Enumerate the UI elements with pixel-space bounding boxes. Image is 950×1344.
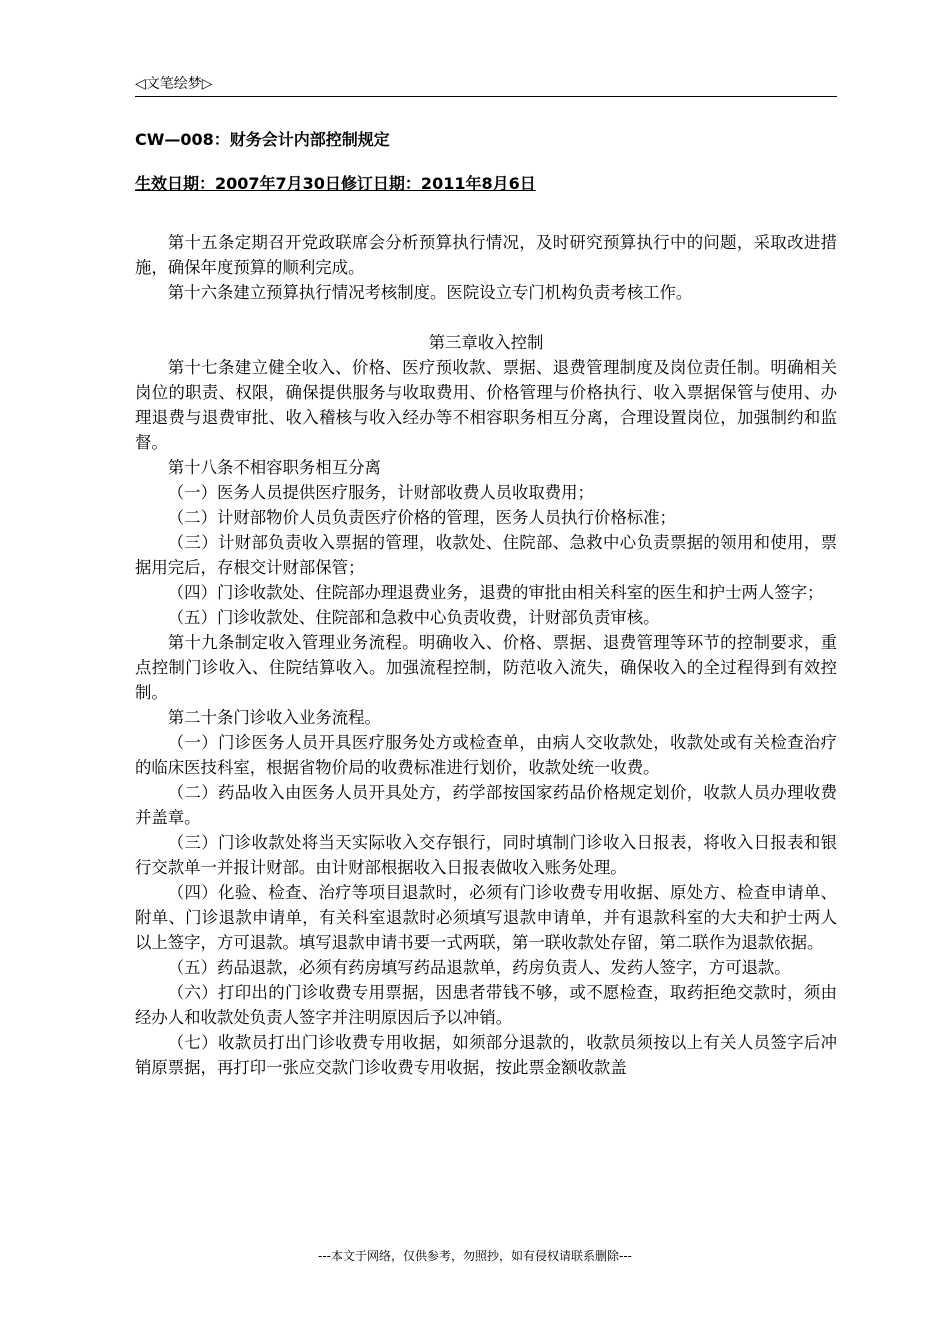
paragraph: （四）化验、检查、治疗等项目退款时，必须有门诊收费专用收据、原处方、检查申请单、附单、门诊退款申请单，有关科室退款时必须填写退款申请单，并有退款科室的大夫和护士两人以上签字，方可退款。填写退款申请书要一式两联，第一联收款处存留，第二联作为退款依据。 — [135, 883, 837, 952]
chapter-heading: 第三章收入控制 — [428, 333, 544, 352]
paragraph: 第十六条建立预算执行情况考核制度。医院设立专门机构负责考核工作。 — [167, 283, 693, 302]
document-dates: 生效日期：2007年7月30日修订日期：2011年8月6日 — [135, 174, 536, 193]
document-body — [135, 230, 837, 1080]
paragraph: （一）门诊医务人员开具医疗服务处方或检查单，由病人交收款处，收款处或有关检查治疗的临床医技科室，根据省物价局的收费标准进行划价，收款处统一收费。 — [135, 733, 837, 777]
paragraph: （五）门诊收款处、住院部和急救中心负责收费，计财部负责审核。 — [167, 608, 660, 627]
paragraph: 第十七条建立健全收入、价格、医疗预收款、票据、退费管理制度及岗位责任制。明确相关岗位的职责、权限，确保提供服务与收取费用、价格管理与价格执行、收入票据保管与使用、办理退费与退费审批、收入稽核与收入经办等不相容职务相互分离，合理设置岗位，加强制约和监督。 — [135, 358, 837, 452]
paragraph: 第十五条定期召开党政联席会分析预算执行情况，及时研究预算执行中的问题，采取改进措施，确保年度预算的顺利完成。 — [135, 233, 837, 277]
paragraph: （五）药品退款，必须有药房填写药品退款单，药房负责人、发药人签字，方可退款。 — [167, 958, 791, 977]
paragraph: （七）收款员打出门诊收费专用收据，如须部分退款的，收款员须按以上有关人员签字后冲销原票据，再打印一张应交款门诊收费专用收据，按此票金额收款盖 — [135, 1033, 837, 1077]
paragraph: 第十九条制定收入管理业务流程。明确收入、价格、票据、退费管理等环节的控制要求，重点控制门诊收入、住院结算收入。加强流程控制，防范收入流失，确保收入的全过程得到有效控制。 — [135, 633, 837, 702]
page-header: ◁文笔绘梦▷ — [135, 74, 837, 97]
paragraph: （三）计财部负责收入票据的管理，收款处、住院部、急救中心负责票据的领用和使用，票据用完后，存根交计财部保管； — [135, 533, 837, 577]
paragraph: （三）门诊收款处将当天实际收入交存银行，同时填制门诊收入日报表，将收入日报表和银行交款单一并报计财部。由计财部根据收入日报表做收入账务处理。 — [135, 833, 837, 877]
paragraph: （六）打印出的门诊收费专用票据，因患者带钱不够，或不愿检查，取药拒绝交款时，须由经办人和收款处负责人签字并注明原因后予以冲销。 — [135, 983, 837, 1027]
paragraph: （二）计财部物价人员负责医疗价格的管理，医务人员执行价格标准； — [167, 508, 676, 527]
paragraph: （二）药品收入由医务人员开具处方，药学部按国家药品价格规定划价，收款人员办理收费并盖章。 — [135, 783, 837, 827]
document-title: CW—008：财务会计内部控制规定 — [135, 130, 390, 149]
paragraph: 第十八条不相容职务相互分离 — [167, 458, 381, 477]
paragraph: （四）门诊收款处、住院部办理退费业务，退费的审批由相关科室的医生和护士两人签字； — [167, 583, 824, 602]
paragraph: 第二十条门诊收入业务流程。 — [167, 708, 381, 727]
page-footer: ---本文于网络，仅供参考，勿照抄，如有侵权请联系删除--- — [318, 1249, 632, 1263]
paragraph: （一）医务人员提供医疗服务，计财部收费人员收取费用； — [167, 483, 594, 502]
